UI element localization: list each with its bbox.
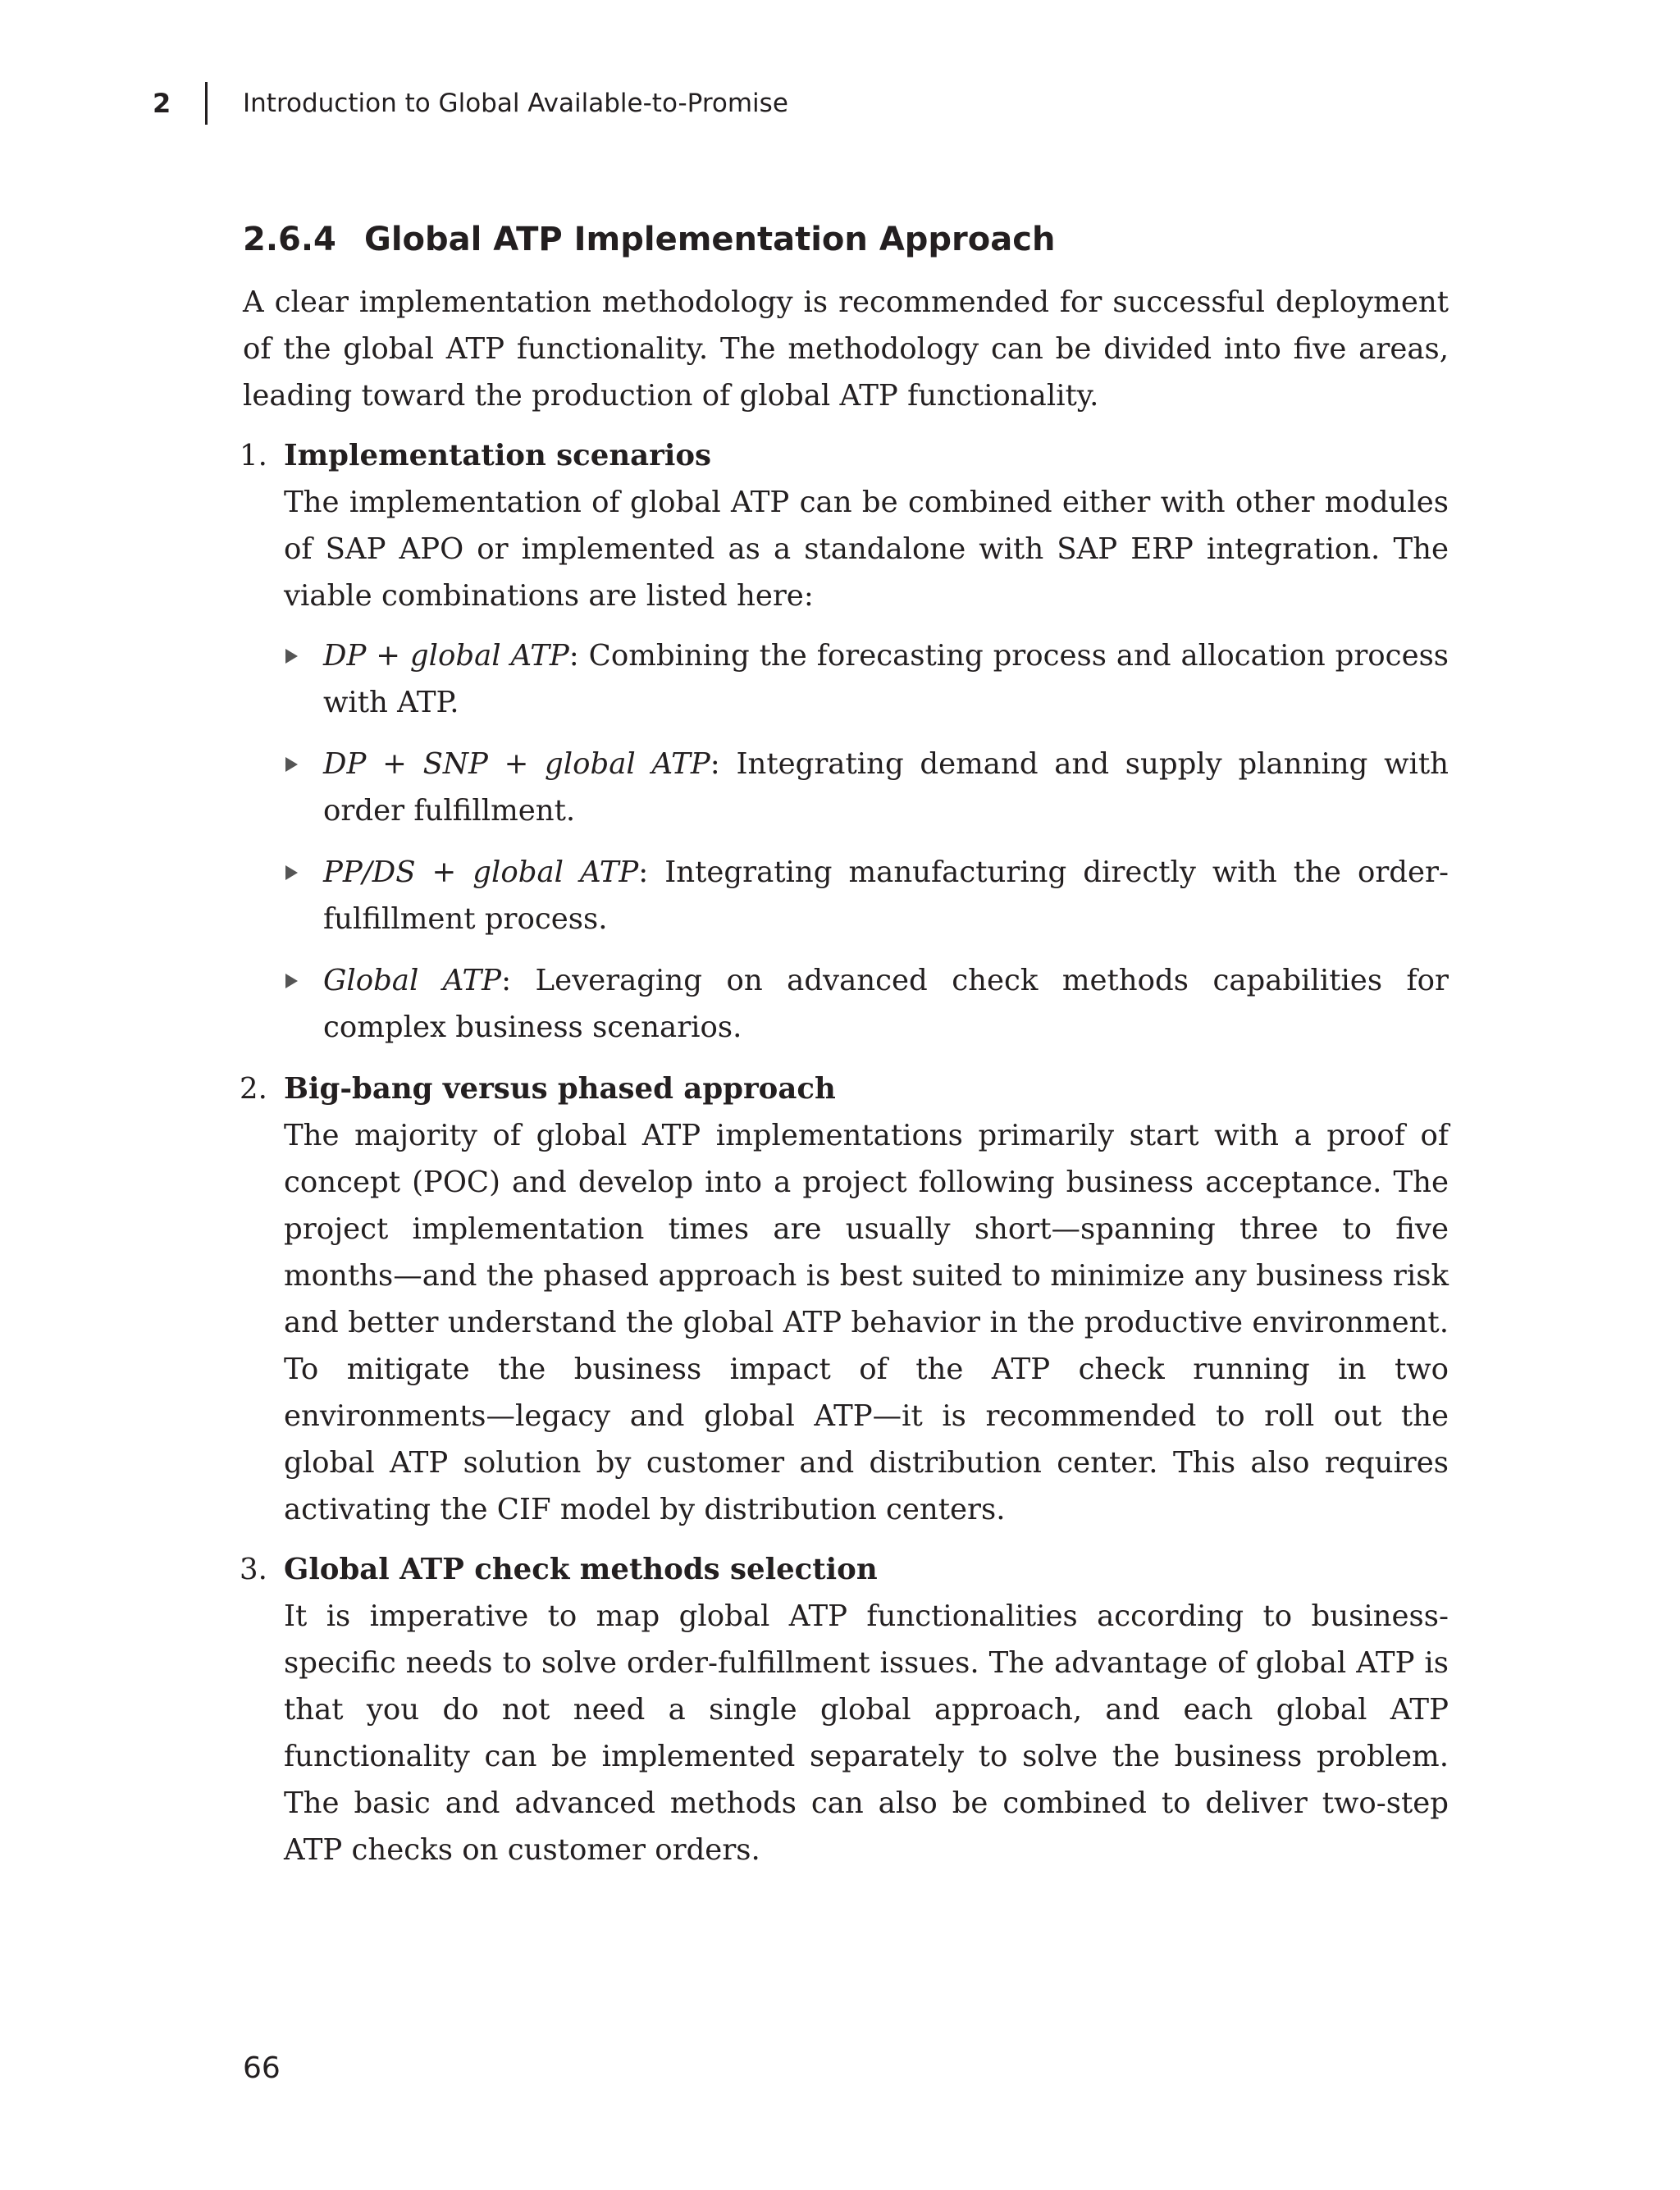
triangle-bullet-icon xyxy=(285,865,298,880)
section-title: Global ATP Implementation Approach xyxy=(364,221,1056,258)
bullet-text: : Leveraging on advanced check methods capabilities for complex business scenarios. xyxy=(323,964,1449,1044)
chapter-title: Introduction to Global Available-to-Promise xyxy=(243,89,788,118)
list-item-title: Big-bang versus phased approach xyxy=(284,1072,836,1106)
bullet-text: : Integrating demand and supply planning with order fulfillment. xyxy=(323,747,1449,828)
bullet-text: : Combining the forecasting process and allocation process with ATP. xyxy=(323,639,1449,719)
page-number: 66 xyxy=(243,2051,281,2085)
list-item xyxy=(240,1065,1449,1533)
list-item xyxy=(240,432,1449,1051)
list-item-text: The majority of global ATP implementations primarily start with a proof of concept (POC) and develop into a project following business acceptance. The project implementation times are usually short—spanning three to five months—and the phased approach is best suited to minimize any business risk and better understand the global ATP behavior in the productive environment. To mitigate the business impact of the ATP check running in two environments—legacy and global ATP—it is recommended to roll out the global ATP solution by customer and distribution center. This also requires activating the CIF model by distribution centers. xyxy=(284,1119,1449,1526)
intro-paragraph: A clear implementation methodology is recommended for successful deployment of the global ATP functionality. The methodology can be divided into five areas, leading toward the production of global ATP functionality. xyxy=(243,285,1449,413)
bullet-item xyxy=(284,849,1449,942)
bullet-item xyxy=(284,957,1449,1051)
list-item-title: Global ATP check methods selection xyxy=(284,1553,878,1586)
page-content xyxy=(240,215,1449,1887)
bullet-item xyxy=(284,741,1449,834)
bullet-term: Global ATP xyxy=(323,964,502,997)
running-head-divider xyxy=(205,82,208,125)
list-item-number: 2. xyxy=(240,1072,267,1106)
bullet-text: : Integrating manufacturing directly with the order-fulfillment process. xyxy=(323,855,1449,936)
list-item-number: 3. xyxy=(240,1553,267,1586)
triangle-bullet-icon xyxy=(285,974,298,988)
scenario-bullet-list xyxy=(284,632,1449,1051)
list-item xyxy=(240,1546,1449,1873)
bullet-term: DP + global ATP xyxy=(323,639,569,673)
running-head xyxy=(0,82,1680,131)
list-item-text: It is imperative to map global ATP functionalities according to business-specific needs to solve order-fulfillment issues. The advantage of global ATP is that you do not need a single global approach, and each global ATP functionality can be implemented separately to solve the business problem. The basic and advanced methods can also be combined to deliver two-step ATP checks on customer orders. xyxy=(284,1599,1449,1867)
bullet-term: DP + SNP + global ATP xyxy=(323,747,710,781)
chapter-number: 2 xyxy=(153,88,171,119)
triangle-bullet-icon xyxy=(285,757,298,772)
bullet-item xyxy=(284,632,1449,726)
section-number: 2.6.4 xyxy=(243,221,336,258)
bullet-term: PP/DS + global ATP xyxy=(323,855,639,889)
triangle-bullet-icon xyxy=(285,649,298,664)
list-item-number: 1. xyxy=(240,439,267,472)
list-item-text: The implementation of global ATP can be combined either with other modules of SAP APO or implemented as a standalone with SAP ERP integration. The viable combinations are listed here: xyxy=(284,486,1449,613)
list-item-title: Implementation scenarios xyxy=(284,439,712,472)
approach-list xyxy=(240,432,1449,1873)
section-heading xyxy=(243,215,1449,264)
